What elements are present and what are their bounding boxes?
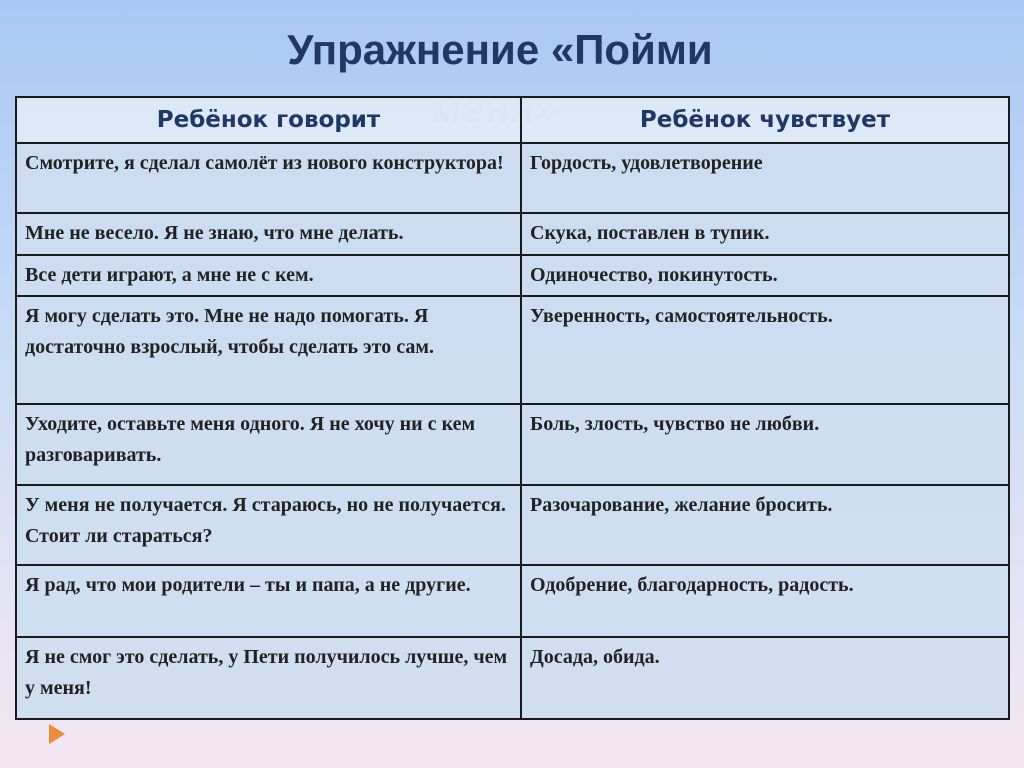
table-row [16,485,1009,565]
says-cell: Смотрите, я сделал самолёт из нового конструктора! [16,143,521,213]
feels-cell: Уверенность, самостоятельность. [521,296,1009,404]
table-row [16,565,1009,637]
header-child-says: Ребёнок говорит [16,97,521,143]
says-cell: У меня не получается. Я стараюсь, но не получается. Стоит ли стараться? [16,485,521,565]
says-cell: Все дети играют, а мне не с кем. [16,255,521,296]
slide-title: Упражнение «Пойми [287,26,713,73]
table-row [16,213,1009,255]
says-cell: Уходите, оставьте меня одного. Я не хочу ни с кем разговаривать. [16,404,521,485]
feels-cell: Разочарование, желание бросить. [521,485,1009,565]
feels-cell: Скука, поставлен в тупик. [521,213,1009,255]
says-cell: Мне не весело. Я не знаю, что мне делать. [16,213,521,255]
table-row [16,637,1009,719]
feels-cell: Гордость, удовлетворение [521,143,1009,213]
table-row [16,404,1009,485]
play-triangle-icon[interactable] [49,724,65,744]
says-cell: Я не смог это сделать, у Пети получилось лучше, чем у меня! [16,637,521,719]
says-cell: Я могу сделать это. Мне не надо помогать. Я достаточно взрослый, чтобы сделать это сам. [16,296,521,404]
feels-cell: Боль, злость, чувство не любви. [521,404,1009,485]
table-row [16,296,1009,404]
table-row [16,255,1009,296]
says-feels-table [15,96,1010,720]
header-child-feels: Ребёнок чувствует [521,97,1009,143]
table-header-row [16,97,1009,143]
feels-cell: Одобрение, благодарность, радость. [521,565,1009,637]
feels-cell: Одиночество, покинутость. [521,255,1009,296]
table-row [16,143,1009,213]
feels-cell: Досада, обида. [521,637,1009,719]
says-cell: Я рад, что мои родители – ты и папа, а не другие. [16,565,521,637]
